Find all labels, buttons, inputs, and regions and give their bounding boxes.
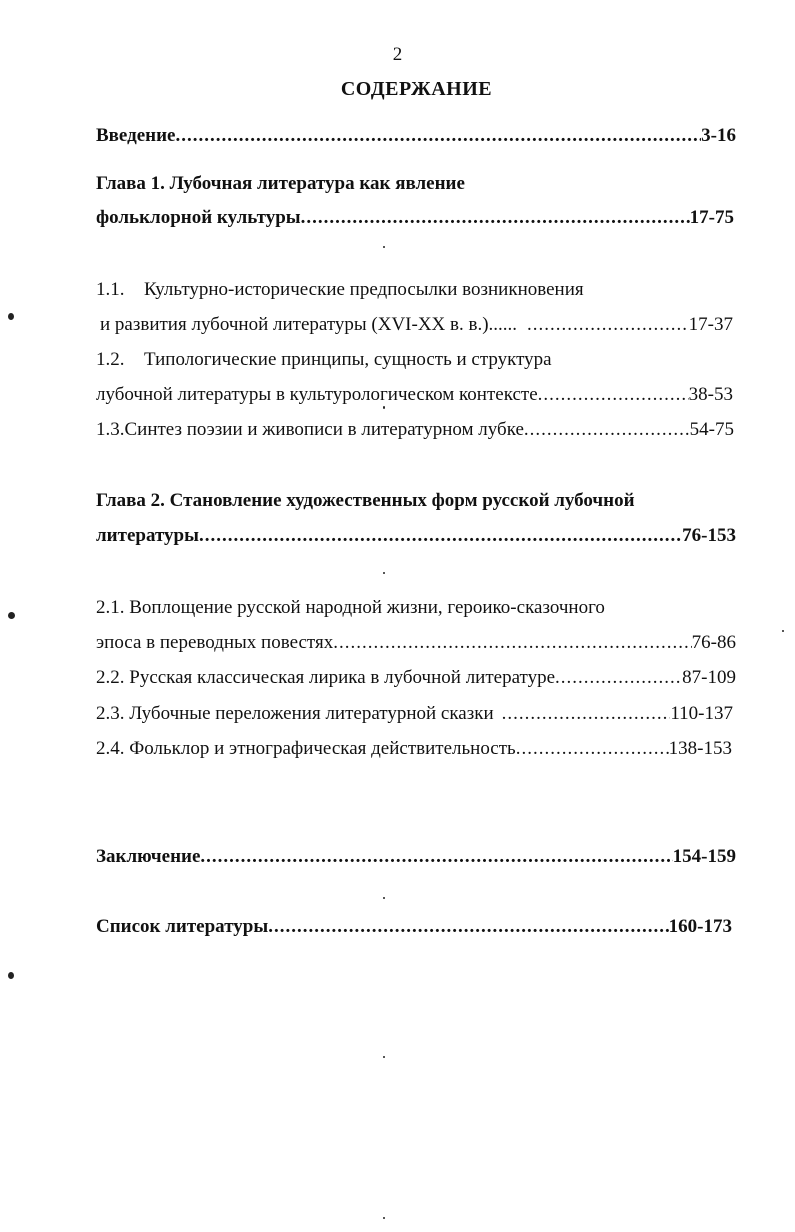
toc-entry-conclusion[interactable] bbox=[96, 845, 736, 869]
toc-entry-pages: 110-137 bbox=[670, 703, 733, 724]
toc-entry-pages: 17-75 bbox=[689, 207, 734, 228]
toc-entry-section-1-1[interactable] bbox=[100, 313, 733, 337]
toc-entry-label: фольклорной культуры bbox=[96, 207, 301, 228]
leader-dots bbox=[516, 737, 669, 761]
scan-speck bbox=[8, 313, 14, 320]
leader-dots bbox=[502, 702, 671, 726]
section-number: 1.2. bbox=[96, 349, 125, 370]
leader-dots bbox=[176, 124, 702, 148]
toc-entry-label: лубочной литературы в культурологическом контексте bbox=[96, 384, 538, 405]
toc-entry-label: Список литературы bbox=[96, 916, 269, 937]
toc-entry-pages: 38-53 bbox=[688, 384, 733, 405]
scan-speck bbox=[383, 897, 385, 899]
toc-entry-section-2-3[interactable] bbox=[96, 702, 733, 726]
toc-entry-section-1-2[interactable] bbox=[96, 383, 733, 407]
section-number: 1.3. bbox=[96, 419, 125, 440]
scan-speck bbox=[782, 630, 784, 632]
page-number: 2 bbox=[392, 44, 403, 65]
toc-entry-section-2-2[interactable] bbox=[96, 666, 736, 690]
page-title: СОДЕРЖАНИЕ bbox=[340, 78, 493, 100]
toc-entry-pages: 76-153 bbox=[682, 525, 736, 546]
scan-speck bbox=[383, 406, 385, 409]
toc-entry-label: 2.3. Лубочные переложения литературной сказки bbox=[96, 703, 494, 724]
leader-dots bbox=[301, 206, 690, 230]
toc-entry-pages: 76-86 bbox=[691, 632, 736, 653]
section-title: Культурно-исторические предпосылки возникновения bbox=[144, 279, 584, 300]
toc-entry-label: эпоса в переводных повестях bbox=[96, 632, 334, 653]
leader-dots bbox=[555, 666, 682, 690]
leader-dots bbox=[200, 845, 672, 869]
toc-entry-section-2-1[interactable] bbox=[96, 631, 736, 655]
toc-entry-label: 2.2. Русская классическая лирика в лубочной литературе bbox=[96, 667, 556, 688]
toc-entry-label: и развития лубочной литературы (XVI-XX в. в.)...... bbox=[100, 314, 518, 335]
scan-speck bbox=[383, 246, 385, 248]
leader-dots bbox=[268, 915, 668, 939]
toc-entry-pages: 54-75 bbox=[689, 419, 734, 440]
toc-entry-pages: 17-37 bbox=[688, 314, 733, 335]
section-1-1-line1 bbox=[96, 278, 584, 302]
toc-entry-pages: 160-173 bbox=[668, 916, 732, 937]
scan-speck bbox=[8, 612, 15, 619]
toc-entry-pages: 154-159 bbox=[672, 846, 736, 867]
section-2-1-line1: 2.1. Воплощение русской народной жизни, героико-сказочного bbox=[96, 597, 605, 618]
toc-entry-pages: 3-16 bbox=[701, 125, 736, 146]
toc-entry-label: Синтез поэзии и живописи в литературном лубке bbox=[124, 419, 524, 440]
section-number: 1.1. bbox=[96, 279, 125, 300]
toc-entry-label: 2.4. Фольклор и этнографическая действительность bbox=[96, 738, 516, 759]
leader-dots bbox=[527, 313, 689, 337]
leader-dots bbox=[333, 631, 691, 655]
toc-entry-pages: 87-109 bbox=[682, 667, 736, 688]
toc-entry-label: Введение bbox=[96, 125, 176, 146]
leader-dots bbox=[524, 418, 690, 442]
scan-speck bbox=[383, 1217, 385, 1219]
scan-speck bbox=[8, 972, 14, 979]
toc-entry-section-1-3[interactable] bbox=[96, 418, 734, 442]
section-1-2-line1 bbox=[96, 348, 552, 372]
toc-entry-bibliography[interactable] bbox=[96, 915, 732, 939]
chapter-2-title-line1: Глава 2. Становление художественных форм русской лубочной bbox=[96, 490, 635, 511]
toc-entry-intro[interactable] bbox=[96, 124, 736, 148]
scan-speck bbox=[383, 1056, 385, 1058]
toc-entry-label: Заключение bbox=[96, 846, 201, 867]
toc-entry-chapter-2[interactable] bbox=[96, 524, 736, 548]
leader-dots bbox=[199, 524, 682, 548]
leader-dots bbox=[538, 383, 689, 407]
toc-entry-pages: 138-153 bbox=[668, 738, 732, 759]
toc-entry-section-2-4[interactable] bbox=[96, 737, 732, 761]
section-title: Типологические принципы, сущность и структура bbox=[144, 349, 552, 370]
chapter-1-title-line1: Глава 1. Лубочная литература как явление bbox=[96, 173, 465, 194]
toc-entry-chapter-1[interactable] bbox=[96, 206, 734, 230]
scan-speck bbox=[383, 572, 385, 574]
toc-entry-label: литературы bbox=[96, 525, 199, 546]
